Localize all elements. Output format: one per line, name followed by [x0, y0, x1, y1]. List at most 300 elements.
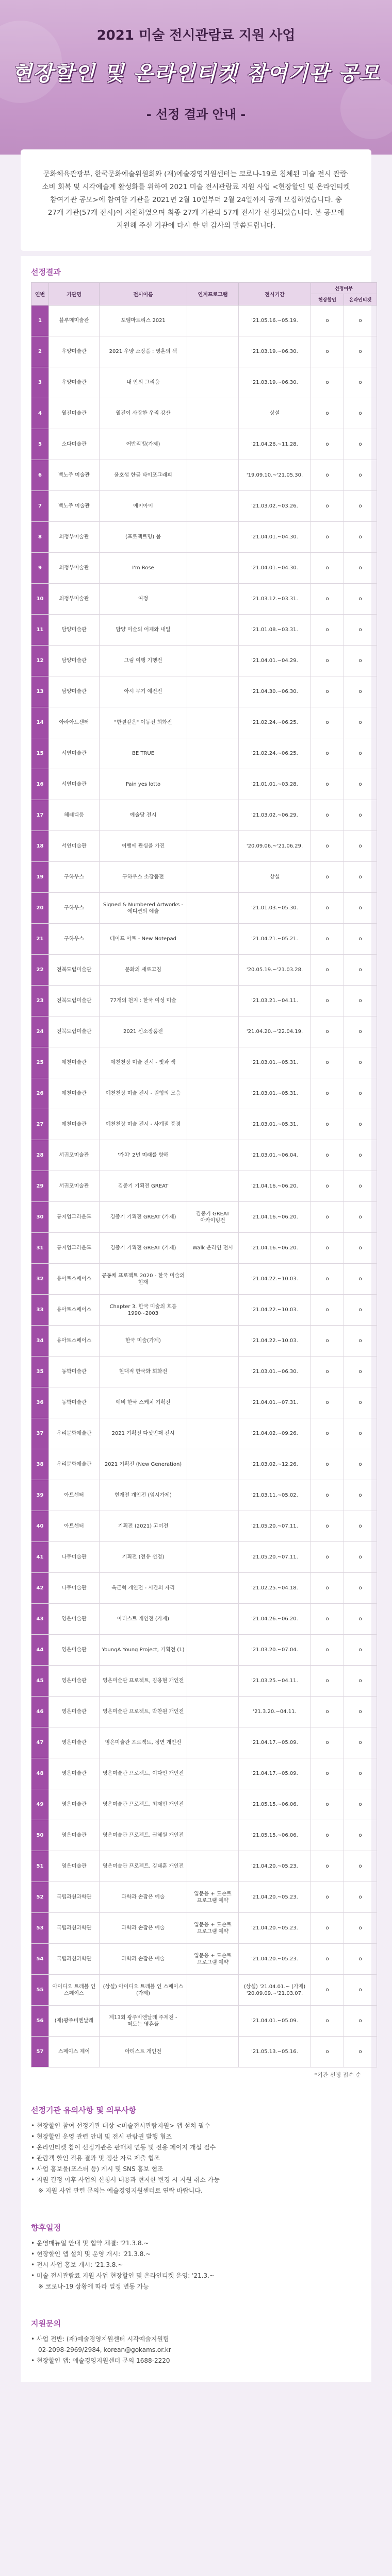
row-number: 4: [31, 398, 49, 429]
row-period: '21.04.20.~05.23.: [239, 1913, 311, 1944]
row-onsite: o: [311, 738, 344, 769]
row-partner: [187, 1573, 239, 1604]
row-partner: [187, 1418, 239, 1449]
row-partner: [187, 1727, 239, 1758]
table-row: [31, 1666, 377, 1697]
row-onsite: o: [311, 1202, 344, 1233]
intro-card: [21, 149, 371, 251]
row-onsite: o: [311, 676, 344, 707]
table-row: [31, 1202, 377, 1233]
row-number: 47: [31, 1727, 49, 1758]
row-period: '21.3.20.~04.11.: [239, 1697, 311, 1727]
row-number: 31: [31, 1233, 49, 1264]
row-period: '20.09.06.~'21.06.29.: [239, 831, 311, 862]
row-partner: [187, 893, 239, 924]
table-row: [31, 1418, 377, 1449]
row-online: o: [344, 1264, 377, 1295]
row-online: o: [344, 1542, 377, 1573]
row-org: 뮤지엄그라운드: [49, 1202, 100, 1233]
row-period: '21.03.01.~06.30.: [239, 1357, 311, 1387]
row-online: o: [344, 398, 377, 429]
row-number: 23: [31, 986, 49, 1016]
row-partner: [187, 1542, 239, 1573]
table-row: [31, 2006, 377, 2037]
row-period: '21.03.02.~03.26.: [239, 491, 311, 522]
row-period: '21.04.22.~10.03.: [239, 1326, 311, 1357]
row-partner: [187, 429, 239, 460]
row-online: o: [344, 1202, 377, 1233]
row-exhibition: 영은미술관 프로젝트, 최재민 개인전: [100, 1789, 187, 1820]
table-row: [31, 1542, 377, 1573]
row-partner: [187, 522, 239, 553]
results-body: [31, 306, 377, 2067]
table-row: [31, 646, 377, 676]
row-online: o: [344, 584, 377, 615]
row-org: 전북도립미술관: [49, 986, 100, 1016]
row-org: 유아트스페이스: [49, 1264, 100, 1295]
row-onsite: o: [311, 955, 344, 986]
row-online: o: [344, 831, 377, 862]
row-exhibition: 과학과 손잡은 예술: [100, 1944, 187, 1975]
page-subtitle: - 선정 결과 안내 -: [146, 107, 246, 122]
row-number: 53: [31, 1913, 49, 1944]
row-number: 24: [31, 1016, 49, 1047]
row-exhibition: YoungA Young Project, 기획전 (1): [100, 1635, 187, 1666]
schedule-title: 향후일정: [31, 2223, 61, 2232]
row-period: '21.04.26.~06.20.: [239, 1604, 311, 1635]
row-onsite: o: [311, 1542, 344, 1573]
row-partner: [187, 1851, 239, 1882]
row-online: o: [344, 1666, 377, 1697]
row-org: 담양미술관: [49, 646, 100, 676]
row-org: 우리문화예술관: [49, 1449, 100, 1480]
table-row: [31, 1078, 377, 1109]
row-period: '21.01.01.~03.28.: [239, 769, 311, 800]
table-row: [31, 1944, 377, 1975]
row-partner: [187, 955, 239, 986]
row-number: 41: [31, 1542, 49, 1573]
row-exhibition: 기획전 (전유 선정): [100, 1542, 187, 1573]
list-item: • 미술 전시관람료 지원 사업 현장할인 및 온라인티켓 운영: '21.3.~: [31, 2272, 215, 2279]
row-online: o: [344, 1109, 377, 1140]
row-onsite: o: [311, 646, 344, 676]
table-row: [31, 1264, 377, 1295]
row-number: 2: [31, 336, 49, 367]
row-online: o: [344, 1758, 377, 1789]
row-org: 영은미술관: [49, 1666, 100, 1697]
row-number: 8: [31, 522, 49, 553]
row-org: (재)광주비엔날레: [49, 2006, 100, 2037]
list-item: • 운영매뉴얼 안내 및 협약 체결: '21.3.8.~: [31, 2240, 149, 2247]
row-onsite: o: [311, 2006, 344, 2037]
row-onsite: o: [311, 1326, 344, 1357]
row-number: 9: [31, 553, 49, 584]
row-onsite: o: [311, 1882, 344, 1913]
row-number: 36: [31, 1387, 49, 1418]
row-number: 43: [31, 1604, 49, 1635]
row-number: 15: [31, 738, 49, 769]
row-org: 서연미술관: [49, 831, 100, 862]
table-row: [31, 553, 377, 584]
row-org: 예천미술관: [49, 1047, 100, 1078]
row-period: '21.01.08.~03.31.: [239, 615, 311, 646]
row-exhibition: 공동체 프로젝트 2020 - 한국 미술의 현재: [100, 1264, 187, 1295]
row-onsite: o: [311, 1511, 344, 1542]
row-online: o: [344, 1975, 377, 2006]
row-exhibition: 한국 미술(가제): [100, 1326, 187, 1357]
row-period: '21.05.15.~06.06.: [239, 1789, 311, 1820]
row-period: '20.05.19.~'21.03.28.: [239, 955, 311, 986]
row-exhibition: 여행에 관심을 가진: [100, 831, 187, 862]
table-row: [31, 1975, 377, 2006]
footer-space: [0, 2382, 392, 2413]
row-partner: [187, 1109, 239, 1140]
table-row: [31, 1480, 377, 1511]
list-item: • 관람객 할인 적용 결과 및 정산 자료 제출 협조: [31, 2155, 160, 2162]
table-row: [31, 367, 377, 398]
row-online: o: [344, 336, 377, 367]
row-number: 45: [31, 1666, 49, 1697]
row-exhibition: 내 안의 그리움: [100, 367, 187, 398]
row-onsite: o: [311, 707, 344, 738]
table-row: [31, 955, 377, 986]
row-online: o: [344, 646, 377, 676]
row-number: 22: [31, 955, 49, 986]
row-period: '21.03.19.~06.30.: [239, 336, 311, 367]
page-title: 2021 미술 전시관람료 지원 사업: [96, 28, 296, 43]
row-number: 50: [31, 1820, 49, 1851]
list-item: • 현장할인 참여 선정기관 대상 <미술전시관람지원> 앱 설치 필수: [31, 2122, 210, 2129]
row-exhibition: 예천천장 미술 전시 - 빛과 색: [100, 1047, 187, 1078]
row-number: 52: [31, 1882, 49, 1913]
row-period: '21.04.20.~05.23.: [239, 1882, 311, 1913]
row-partner: [187, 491, 239, 522]
row-onsite: o: [311, 429, 344, 460]
row-exhibition: 윤호섭 한글 타이포그래피: [100, 460, 187, 491]
col-onsite: 현장할인: [311, 294, 344, 306]
row-period: '21.04.22.~10.03.: [239, 1295, 311, 1326]
table-row: [31, 924, 377, 955]
row-org: 뮤지엄그라운드: [49, 1233, 100, 1264]
row-number: 39: [31, 1480, 49, 1511]
row-org: 스페이스 제이: [49, 2037, 100, 2067]
row-exhibition: 김중기 기획전 GREAT (가제): [100, 1233, 187, 1264]
list-item: • 온라인티켓 참여 선정기관은 판매처 연동 및 전용 페이지 개설 필수: [31, 2144, 216, 2151]
row-online: o: [344, 1233, 377, 1264]
row-period: '21.04.01.~04.29.: [239, 646, 311, 676]
row-org: 구하우스: [49, 893, 100, 924]
row-period: 상설: [239, 862, 311, 893]
row-partner: [187, 862, 239, 893]
row-exhibition: 김중기 기획전 GREAT (가제): [100, 1202, 187, 1233]
row-number: 5: [31, 429, 49, 460]
row-online: o: [344, 491, 377, 522]
row-exhibition: 옥근혁 개인전 - 시간의 자리: [100, 1573, 187, 1604]
row-exhibition: 영은미술관 프로젝트, 박찬원 개인전: [100, 1697, 187, 1727]
row-partner: [187, 1078, 239, 1109]
list-item: ※ 코로나-19 상황에 따라 일정 변동 가능: [38, 2283, 149, 2290]
row-partner: [187, 986, 239, 1016]
row-partner: [187, 1604, 239, 1635]
row-period: '21.03.01.~05.31.: [239, 1047, 311, 1078]
row-org: 우리문화예술관: [49, 1418, 100, 1449]
row-period: (상설) '21.04.01.~ (가제) '20.09.09.~'21.03.07.: [239, 1975, 311, 2006]
row-partner: [187, 398, 239, 429]
row-online: o: [344, 1387, 377, 1418]
row-partner: [187, 707, 239, 738]
row-onsite: o: [311, 584, 344, 615]
row-number: 56: [31, 2006, 49, 2037]
row-org: 백노주 미술관: [49, 460, 100, 491]
row-partner: 입문용 + 도슨트 프로그램 예약: [187, 1944, 239, 1975]
table-row: [31, 893, 377, 924]
row-onsite: o: [311, 1047, 344, 1078]
row-onsite: o: [311, 1264, 344, 1295]
row-exhibition: 2021 기획전 다섯번째 전시: [100, 1418, 187, 1449]
row-online: o: [344, 1635, 377, 1666]
row-number: 48: [31, 1758, 49, 1789]
row-exhibition: 영은미술관 프로젝트, 이다인 개인전: [100, 1758, 187, 1789]
table-row: [31, 306, 377, 336]
row-onsite: o: [311, 1078, 344, 1109]
row-online: o: [344, 1789, 377, 1820]
col-partner: 연계프로그램: [187, 283, 239, 306]
table-row: [31, 738, 377, 769]
row-org: 서연미술관: [49, 769, 100, 800]
row-onsite: o: [311, 1913, 344, 1944]
row-partner: [187, 1635, 239, 1666]
row-number: 17: [31, 800, 49, 831]
row-period: '21.03.19.~06.30.: [239, 367, 311, 398]
row-onsite: o: [311, 1418, 344, 1449]
row-period: '21.05.15.~06.06.: [239, 1820, 311, 1851]
row-exhibition: 예천천장 미술 전시 - 사계절 풍경: [100, 1109, 187, 1140]
row-partner: [187, 553, 239, 584]
row-partner: [187, 738, 239, 769]
row-online: o: [344, 1820, 377, 1851]
row-number: 28: [31, 1140, 49, 1171]
row-org: 영은미술관: [49, 1635, 100, 1666]
row-partner: [187, 924, 239, 955]
list-item: • 사업 전반: (재)예술경영지원센터 시각예술지원팀: [31, 2335, 169, 2343]
row-exhibition: 기획전 (2021) 고미전: [100, 1511, 187, 1542]
row-org: 국립과천과학관: [49, 1913, 100, 1944]
row-online: o: [344, 676, 377, 707]
row-number: 6: [31, 460, 49, 491]
row-exhibition: 그림 여행 기행전: [100, 646, 187, 676]
results-title: 선정결과: [31, 267, 61, 277]
row-number: 20: [31, 893, 49, 924]
row-org: 의정부미술관: [49, 584, 100, 615]
row-org: 아라아트센터: [49, 707, 100, 738]
row-onsite: o: [311, 1789, 344, 1820]
row-partner: [187, 800, 239, 831]
row-online: o: [344, 1357, 377, 1387]
row-partner: [187, 2006, 239, 2037]
row-org: 영은미술관: [49, 1820, 100, 1851]
col-online: 온라인티켓: [344, 294, 377, 306]
row-org: 우양미술관: [49, 336, 100, 367]
table-row: [31, 336, 377, 367]
row-number: 12: [31, 646, 49, 676]
col-selection: 선정여부: [311, 283, 377, 294]
row-online: o: [344, 1511, 377, 1542]
row-org: 유아트스페이스: [49, 1295, 100, 1326]
row-exhibition: 영은미술관 프로젝트, 김용현 개인전: [100, 1666, 187, 1697]
row-onsite: o: [311, 1975, 344, 2006]
table-row: [31, 1604, 377, 1635]
schedule-list: [31, 2238, 361, 2292]
row-partner: [187, 1295, 239, 1326]
row-exhibition: BE TRUE: [100, 738, 187, 769]
table-row: [31, 986, 377, 1016]
list-item: • 현장할인 앱 설치 및 운영 개시: '21.3.8.~: [31, 2250, 151, 2258]
row-org: 의정부미술관: [49, 553, 100, 584]
row-partner: 김중기 GREAT 아카이빙전: [187, 1202, 239, 1233]
row-partner: [187, 1975, 239, 2006]
row-partner: [187, 306, 239, 336]
row-online: o: [344, 1295, 377, 1326]
row-onsite: o: [311, 1357, 344, 1387]
row-onsite: o: [311, 336, 344, 367]
table-row: [31, 1511, 377, 1542]
row-partner: [187, 1666, 239, 1697]
table-row: [31, 1109, 377, 1140]
row-online: o: [344, 1480, 377, 1511]
row-org: 영은미술관: [49, 1758, 100, 1789]
row-number: 37: [31, 1418, 49, 1449]
row-exhibition: 아티스트 개인전: [100, 2037, 187, 2067]
row-exhibition: 아티스트 개인전 (가제): [100, 1604, 187, 1635]
row-period: '21.03.02.~12.26.: [239, 1449, 311, 1480]
table-row: [31, 1913, 377, 1944]
row-online: o: [344, 2006, 377, 2037]
row-number: 13: [31, 676, 49, 707]
row-partner: [187, 1357, 239, 1387]
row-exhibition: "한결같은" 이동진 회화전: [100, 707, 187, 738]
table-row: [31, 1851, 377, 1882]
table-row: [31, 1573, 377, 1604]
row-onsite: o: [311, 367, 344, 398]
row-org: 전북도립미술관: [49, 1016, 100, 1047]
row-partner: [187, 1480, 239, 1511]
row-period: '21.04.20.~05.23.: [239, 1851, 311, 1882]
table-row: [31, 769, 377, 800]
row-period: '21.04.20.~'22.04.19.: [239, 1016, 311, 1047]
row-org: 영은미술관: [49, 1604, 100, 1635]
row-org: 아트센터: [49, 1511, 100, 1542]
notes-list: [31, 2121, 361, 2196]
row-partner: [187, 676, 239, 707]
row-onsite: o: [311, 986, 344, 1016]
row-partner: [187, 1171, 239, 1202]
decor-circle: [340, 77, 392, 139]
row-onsite: o: [311, 862, 344, 893]
row-exhibition: Chapter 3. 한국 미술의 흐름 1990~2003: [100, 1295, 187, 1326]
row-online: o: [344, 522, 377, 553]
row-partner: [187, 2037, 239, 2067]
row-online: o: [344, 2037, 377, 2067]
row-exhibition: 여정: [100, 584, 187, 615]
table-row: [31, 1727, 377, 1758]
row-period: '21.05.20.~07.11.: [239, 1511, 311, 1542]
intro-text: 문화체육관광부, 한국문화예술위원회와 (재)예술경영지원센터는 코로나-19로 침체된 미술 전시 관람·소비 회복 및 시각예술계 활성화를 위하여 2021 미술 전시관람료 지원 사업 <현장할인 및 온라인티켓 참여기관 공모>에 참여할 기관을 2021년 2월 10일부터 2월 24일까지 공개 모집하였습니다. 총 27개 기관(57개 전시)이 지원하였으며 최종 27개 기관의 57개 전시가 선정되었습니다. 본 공모에 지원해 주신 기관에 다시 한 번 감사의 말씀드립니다.: [42, 170, 350, 230]
col-exhibition: 전시이름: [100, 283, 187, 306]
row-number: 34: [31, 1326, 49, 1357]
row-period: '21.01.03.~05.30.: [239, 893, 311, 924]
row-number: 55: [31, 1975, 49, 2006]
row-partner: [187, 1758, 239, 1789]
list-item: 02-2098-2969/2984, korean@gokams.or.kr: [38, 2346, 171, 2353]
row-exhibition: 문화의 새로고침: [100, 955, 187, 986]
row-number: 42: [31, 1573, 49, 1604]
row-online: o: [344, 1047, 377, 1078]
list-item: • 현장할인 앱: 예술경영지원센터 문의 1688-2220: [31, 2357, 170, 2364]
row-period: '19.09.10.~'21.05.30.: [239, 460, 311, 491]
row-org: 월전미술관: [49, 398, 100, 429]
row-org: 나무미술관: [49, 1542, 100, 1573]
row-period: '21.04.17.~05.09.: [239, 1727, 311, 1758]
table-row: [31, 1789, 377, 1820]
table-row: [31, 862, 377, 893]
row-period: '21.05.13.~05.16.: [239, 2037, 311, 2067]
row-online: o: [344, 1882, 377, 1913]
row-number: 27: [31, 1109, 49, 1140]
row-onsite: o: [311, 1635, 344, 1666]
row-online: o: [344, 1016, 377, 1047]
row-org: 백노주 미술관: [49, 491, 100, 522]
row-org: 나무미술관: [49, 1573, 100, 1604]
contact-list: [31, 2334, 361, 2366]
row-onsite: o: [311, 1851, 344, 1882]
calligraphy-title: 현장할인 및 온라인티켓 참여기관 공모: [12, 61, 380, 86]
list-item: • 사업 홍보물(포스터 등) 게시 및 SNS 홍보 협조: [31, 2165, 164, 2173]
list-item: • 현장할인 운영 관련 안내 및 전시 관람권 발행 협조: [31, 2133, 172, 2140]
row-number: 49: [31, 1789, 49, 1820]
row-number: 29: [31, 1171, 49, 1202]
row-onsite: o: [311, 1944, 344, 1975]
row-org: 구하우스: [49, 924, 100, 955]
row-onsite: o: [311, 1573, 344, 1604]
table-row: [31, 2037, 377, 2067]
row-partner: 입문용 + 도슨트 프로그램 예약: [187, 1882, 239, 1913]
results-table: [31, 282, 377, 2067]
row-online: o: [344, 615, 377, 646]
row-partner: 입문용 + 도슨트 프로그램 예약: [187, 1913, 239, 1944]
table-row: [31, 1047, 377, 1078]
row-partner: [187, 1789, 239, 1820]
row-org: 예천미술관: [49, 1109, 100, 1140]
table-row: [31, 429, 377, 460]
table-row: [31, 615, 377, 646]
row-period: '21.04.01.~05.09.: [239, 2006, 311, 2037]
row-online: o: [344, 893, 377, 924]
row-online: o: [344, 460, 377, 491]
row-online: o: [344, 1851, 377, 1882]
row-exhibition: 포엠마트리스 2021: [100, 306, 187, 336]
row-number: 46: [31, 1697, 49, 1727]
row-onsite: o: [311, 1016, 344, 1047]
row-org: 담양미술관: [49, 615, 100, 646]
row-exhibition: 과학과 손잡은 예술: [100, 1882, 187, 1913]
row-partner: Walk 온라인 전시: [187, 1233, 239, 1264]
row-number: 33: [31, 1295, 49, 1326]
table-row: [31, 398, 377, 429]
table-row: [31, 707, 377, 738]
row-partner: [187, 1820, 239, 1851]
row-onsite: o: [311, 1233, 344, 1264]
row-period: 상설: [239, 398, 311, 429]
